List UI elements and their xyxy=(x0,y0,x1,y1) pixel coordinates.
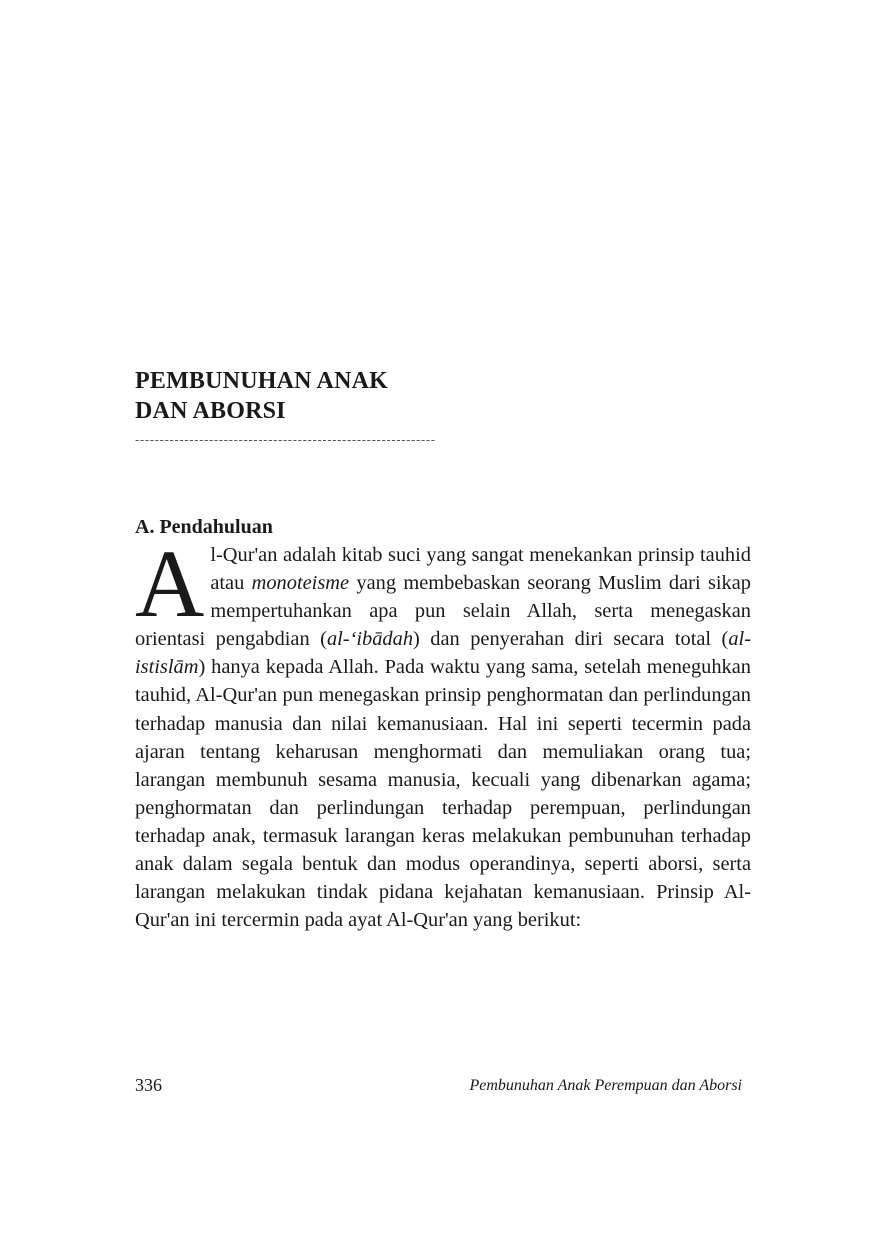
section-heading: A. Pendahuluan xyxy=(135,516,273,538)
drop-cap: A xyxy=(135,530,205,637)
paragraph-text-3: ) dan penyerahan diri secara total ( xyxy=(413,628,729,651)
chapter-title xyxy=(135,366,735,426)
term-al-ibadah: al-‘ibādah xyxy=(326,628,414,651)
chapter-title-line-1: PEMBUNUHAN ANAK xyxy=(135,368,388,394)
paragraph-text-2: yang membebaskan seorang Muslim dari sikap mempertuhankan apa pun selain Allah, serta menegaskan orientasi pengabdian ( xyxy=(135,572,752,651)
term-al-istislam: al-istislām xyxy=(135,628,751,679)
paragraph-text-4: ) hanya kepada Allah. Pada waktu yang sama, setelah meneguhkan tauhid, Al-Qur'an pun menegaskan prinsip penghormatan dan perlindungan terhadap manusia dan nilai kemanusiaan. Hal ini seperti tecermin pada ajaran tentang keharusan menghormati dan memuliakan orang tua; larangan membunuh sesama manusia, kecuali yang dibenarkan agama; penghormatan dan perlindungan terhadap perempuan, perlindungan terhadap anak, termasuk larangan keras melakukan pembunuhan terhadap anak dalam segala bentuk dan modus operandinya, seperti aborsi, serta larangan melakukan tindak pidana kejahatan kemanusiaan. Prinsip Al-Qur'an ini tercermin pada ayat Al-Qur'an yang berikut: xyxy=(135,656,751,932)
paragraph-text-1: l-Qur'an adalah kitab suci yang sangat menekankan prinsip tauhid atau xyxy=(210,544,751,595)
running-title: Pembunuhan Anak Perempuan dan Aborsi xyxy=(469,1077,742,1094)
term-monoteisme: monoteisme xyxy=(251,572,350,595)
body-paragraph xyxy=(135,530,752,934)
page-number: 336 xyxy=(135,1075,162,1095)
dashed-rule: ------------------------------------------------------------- xyxy=(135,432,436,447)
chapter-title-line-2: DAN ABORSI xyxy=(135,398,286,424)
